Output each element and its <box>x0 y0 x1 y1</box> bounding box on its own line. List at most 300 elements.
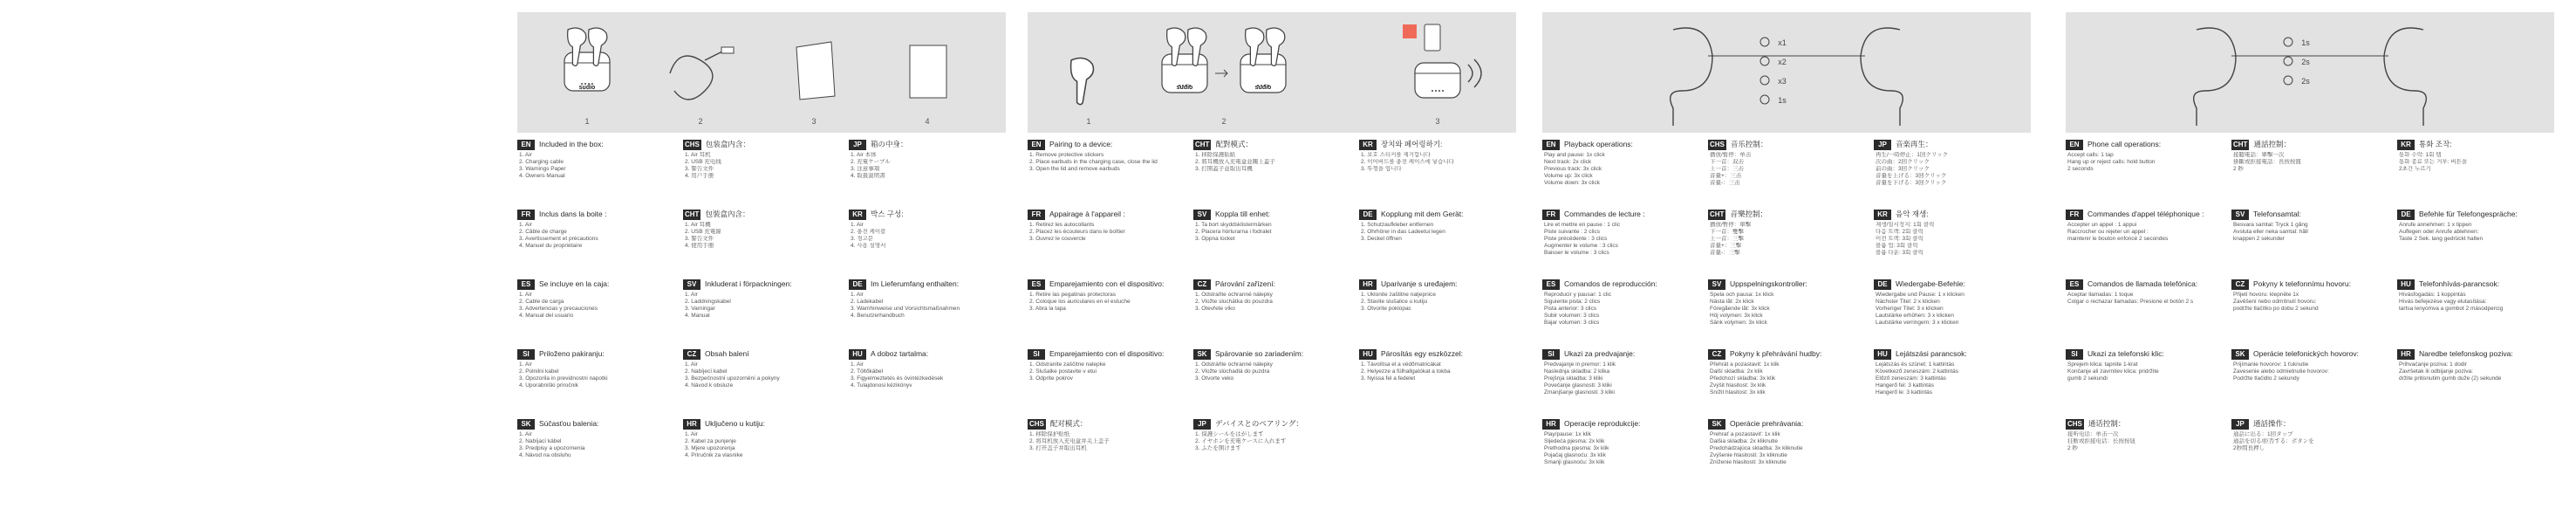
instruction-line: Piste suivante : 2 clics <box>1544 229 1600 235</box>
led-dot <box>1435 90 1437 92</box>
language-code-badge: SI <box>517 349 535 360</box>
instruction-line: Next track: 2x click <box>1544 159 1592 165</box>
instruction-line: 4. 使用手冊 <box>685 243 714 249</box>
section-title: Commandes d'appel téléphonique : <box>2087 210 2204 218</box>
section-heading <box>849 210 997 220</box>
language-section-cz <box>2231 279 2380 313</box>
section-title: Súčasťou balenia: <box>539 419 599 428</box>
instruction-lines <box>2231 361 2380 382</box>
instruction-line: 接聽電話：單擊一次 <box>2233 152 2285 158</box>
instruction-line: Piste précédente : 3 clics <box>1544 236 1608 242</box>
language-section-en <box>1542 140 1691 187</box>
section-title: Phone call operations: <box>2087 140 2162 148</box>
instruction-line: Accept calls: 1 tap <box>2067 152 2114 158</box>
instruction-line: Raccrocher ou rejeter un appel : <box>2067 229 2149 235</box>
section-heading <box>2231 140 2380 150</box>
section-title: Pokyny k telefonnímu hovoru: <box>2253 279 2351 288</box>
section-heading <box>1542 349 1691 360</box>
instruction-panel-2 <box>1028 0 1516 516</box>
instruction-line: 前の曲：3回クリック <box>1876 166 1930 172</box>
instruction-line: Prijímanie hovorov: 1 ťuknutie <box>2233 361 2309 368</box>
section-heading <box>683 279 831 290</box>
instruction-lines <box>849 292 997 320</box>
language-code-badge: SI <box>2066 349 2083 360</box>
instruction-line: 3. 注意事項 <box>851 166 880 172</box>
section-heading <box>683 140 831 150</box>
language-code-badge: KR <box>2397 140 2415 150</box>
language-section-cht <box>1193 140 1342 173</box>
brand-logo: sudio <box>578 85 596 91</box>
language-section-hr <box>683 419 831 459</box>
instruction-line: gumb 2 sekundi <box>2067 375 2108 382</box>
instruction-line: 다음 트랙: 2회 클릭 <box>1876 229 1923 235</box>
instruction-line: 3. 뚜껑을 엽니다 <box>1361 166 1402 172</box>
instruction-lines <box>683 292 831 320</box>
instruction-line: 掛斷或拒接電話：長按按鈕 <box>2233 159 2301 165</box>
usb-plug <box>721 47 734 53</box>
instruction-lines <box>1193 222 1342 243</box>
language-section-chs <box>1028 419 1176 452</box>
instruction-line: 挂断或拒接电话：长按按钮 <box>2067 438 2135 444</box>
instruction-line: 3. 打开盖子并取出耳机 <box>1029 445 1087 451</box>
instruction-line: Prejšnja skladba: 3 kliki <box>1544 375 1603 382</box>
language-section-hu <box>849 349 997 389</box>
instruction-line: 2. Kabel za punjenje <box>685 438 736 444</box>
instruction-line: Vorheriger Titel: 3 x klicken <box>1876 306 1944 312</box>
warning-paper-drawing <box>796 42 835 100</box>
instruction-line: Zníženie hlasitosti: 3x kliknutie <box>1710 459 1787 465</box>
section-title: Uključeno u kutiju: <box>705 419 765 428</box>
language-code-badge: KR <box>849 210 866 220</box>
section-heading <box>2066 419 2214 430</box>
instruction-lines <box>1708 222 1856 257</box>
language-section-si <box>2066 349 2214 382</box>
language-section-sk <box>1708 419 1856 466</box>
instruction-line: Sänk volymen: 3x klick <box>1710 320 1767 326</box>
instruction-lines <box>683 431 831 459</box>
section-title: Kopplung mit dem Gerät: <box>1381 210 1464 218</box>
instruction-line: Wiedergabe und Pause: 1 x klicken <box>1876 292 1964 298</box>
instruction-line: 1. Air <box>851 361 864 368</box>
instruction-line: Smanji glasnoću: 3x klik <box>1544 459 1605 465</box>
section-title: 包装盒内含： <box>705 140 750 148</box>
instruction-lines <box>1542 152 1691 187</box>
figure-number: 2 <box>1221 117 1227 126</box>
tap-count-label: 2s <box>2301 77 2310 86</box>
language-section-fr <box>1028 210 1176 243</box>
tap-count-label: 2s <box>2301 58 2310 66</box>
instruction-lines <box>1874 292 2022 327</box>
brand-logo: sudio <box>1254 85 1272 91</box>
instruction-line: Taste 2 Sek. lang gedrückt halten <box>2399 236 2484 242</box>
instruction-line: 2초간 누르기 <box>2399 166 2431 172</box>
instruction-line: 2. Slušalke postavite v etui <box>1029 368 1097 375</box>
instruction-line: Baisser le volume : 3 clics <box>1544 250 1609 256</box>
language-section-de <box>1359 210 1507 243</box>
instruction-line: 2. Placera hörlurarna i fodralet <box>1195 229 1272 235</box>
instruction-line: 1. Air 耳機 <box>685 222 711 228</box>
instruction-line: 1. Air <box>851 292 864 298</box>
language-section-es <box>517 279 666 320</box>
tap-count-label: x3 <box>1778 77 1787 86</box>
instruction-line: 音量-：三击 <box>1710 180 1740 186</box>
instruction-lines <box>1542 361 1691 396</box>
language-code-badge: CZ <box>1193 279 1211 290</box>
instruction-line: Lautstärke verringern: 3 x klicken <box>1876 320 1959 326</box>
instruction-line: Hívás befejezése vagy elutasítása: <box>2399 299 2487 305</box>
instruction-line: Colgar o rechazar llamadas: Presione el botón 2 s <box>2067 299 2194 305</box>
language-code-badge: SK <box>1708 419 1725 430</box>
instruction-lines <box>2231 431 2380 452</box>
section-title: 箱の中身： <box>871 140 908 148</box>
instruction-line: 2. Stavite slušalice u kutiju <box>1361 299 1428 305</box>
section-title: Appairage à l'appareil : <box>1049 210 1125 218</box>
section-heading <box>1028 349 1176 360</box>
instruction-line: Hívásfogadás: 1 koppintás <box>2399 292 2466 298</box>
section-title: Ukazi za telefonski klic: <box>2087 349 2164 358</box>
instruction-lines <box>849 222 997 250</box>
earbud-left-large <box>1671 28 1712 126</box>
instruction-lines <box>683 361 831 389</box>
manual-drawing <box>910 45 946 98</box>
section-title: Befehle für Telefongespräche: <box>2419 210 2518 218</box>
tap-hand-icon <box>1760 95 1769 104</box>
instruction-line: 通話を切る/拒否する：ボタンを <box>2233 438 2314 444</box>
section-heading <box>517 419 666 430</box>
language-section-kr <box>1359 140 1507 173</box>
instruction-line: Završetak ili odbijanje poziva: <box>2399 368 2473 375</box>
instruction-line: 2 秒 <box>2067 445 2078 451</box>
instruction-line: Další skladba: 2x klik <box>1710 368 1763 375</box>
instruction-lines <box>1028 431 1176 452</box>
instruction-lines <box>1193 292 1342 313</box>
instruction-lines <box>2066 361 2214 382</box>
instruction-line: 1. Air 本体 <box>851 152 877 158</box>
language-code-badge: DE <box>849 279 866 290</box>
tap-hand-icon <box>2284 57 2292 65</box>
instruction-line: 音量を上げる：3回クリック <box>1876 173 1947 179</box>
instruction-lines <box>1708 152 1856 187</box>
instruction-line: Povečanje glasnosti: 3 kliki <box>1544 382 1612 389</box>
language-section-en <box>2066 140 2214 173</box>
language-section-de <box>2397 210 2545 243</box>
section-heading <box>849 279 997 290</box>
language-code-badge: HR <box>1359 279 1377 290</box>
instruction-line: 通話に出る：1回タップ <box>2233 431 2293 437</box>
section-title: Telefonhívás-parancsok: <box>2419 279 2500 288</box>
language-section-jp <box>1874 140 2022 187</box>
instruction-line: 下一首：双击 <box>1710 159 1744 165</box>
section-title: 包裝盒內含： <box>705 210 750 218</box>
language-section-sk <box>517 419 666 459</box>
figure-number: 3 <box>811 117 817 126</box>
language-code-badge: FR <box>2066 210 2083 220</box>
section-title: 通话控制： <box>2087 419 2126 428</box>
section-heading <box>2066 140 2214 150</box>
language-section-hu <box>2397 279 2545 313</box>
instruction-line: Snížit hlasitost: 3x klik <box>1710 389 1766 396</box>
instruction-line: Prethodna pjesma: 3x klik <box>1544 445 1609 451</box>
instruction-line: 3. Predpisy a upozornenia <box>519 445 585 451</box>
instruction-line: 1. Schutzaufkleber entfernen <box>1361 222 1434 228</box>
instruction-line: 音量+：三击 <box>1710 173 1742 179</box>
section-heading <box>517 210 666 220</box>
section-heading <box>1028 140 1176 150</box>
instruction-line: 3. Figyelmeztetés és óvintézkedések <box>851 375 944 382</box>
language-code-badge: DE <box>1874 279 1891 290</box>
language-section-cz <box>1708 349 1856 396</box>
instruction-lines <box>517 361 666 389</box>
section-title: Lejátszási parancsok: <box>1896 349 1967 358</box>
section-title: Priloženo pakiranju: <box>539 349 605 358</box>
section-title: Comandos de reproducción: <box>1564 279 1657 288</box>
language-code-badge: JP <box>1874 140 1891 150</box>
section-heading <box>849 140 997 150</box>
instruction-line: Zvýšenie hlasitosti: 3x kliknutie <box>1710 452 1787 458</box>
instruction-line: Podržte tlačidlo 2 sekundy <box>2233 375 2299 382</box>
earbud-right-large <box>2384 28 2426 126</box>
instruction-line: Play and pause: 1x click <box>1544 152 1605 158</box>
language-section-si <box>517 349 666 389</box>
language-section-es <box>1028 279 1176 313</box>
section-title: Naredbe telefonskog poziva: <box>2419 349 2513 358</box>
instruction-line: Play/pause: 1x klik <box>1544 431 1591 437</box>
instruction-line: 1. Air <box>685 361 698 368</box>
instruction-line: 3. Öppna locket <box>1195 236 1235 242</box>
instruction-line: Föregående låt: 3x klick <box>1710 306 1770 312</box>
section-title: Playback operations: <box>1564 140 1633 148</box>
section-title: Ukazi za predvajanje: <box>1564 349 1636 358</box>
section-heading <box>1874 349 2022 360</box>
instruction-line: 3. Nyissa fel a fedelet <box>1361 375 1416 382</box>
section-title: Se incluye en la caja: <box>539 279 610 288</box>
instruction-line: podržte tlačítko po dobu 2 sekund <box>2233 306 2319 312</box>
section-title: Uppspelningskontroller: <box>1730 279 1807 288</box>
section-title: 通話控制： <box>2253 140 2291 148</box>
illustration-svg <box>1542 12 2031 133</box>
instruction-lines <box>2397 361 2545 382</box>
instruction-line: 1. Air <box>519 222 532 228</box>
earbud-right-large <box>1861 28 1903 126</box>
instruction-line: 1. Air <box>519 152 532 158</box>
instruction-line: 3. Odprite pokrov <box>1029 375 1073 382</box>
section-heading <box>2231 210 2380 220</box>
instruction-line: Nächster Titel: 2 x klicken <box>1876 299 1940 305</box>
illustration-banner <box>2066 12 2554 133</box>
instruction-lines <box>2397 292 2545 313</box>
language-code-badge: JP <box>1193 419 1211 430</box>
section-title: 配對模式： <box>1215 140 1253 148</box>
instruction-line: 1. Uklonite zaštitne naljepnice <box>1361 292 1436 298</box>
language-section-hr <box>2397 349 2545 382</box>
section-title: Obsah balení <box>705 349 749 358</box>
language-code-badge: SV <box>683 279 700 290</box>
instruction-line: 3. Otvorite poklopac <box>1361 306 1411 312</box>
section-heading <box>1874 279 2022 290</box>
language-code-badge: EN <box>517 140 535 150</box>
instruction-line: Avsluta eller neka samtal: håll <box>2233 229 2308 235</box>
instruction-lines <box>2231 222 2380 243</box>
illustration-banner <box>517 12 1006 133</box>
language-section-kr <box>2397 140 2545 173</box>
instruction-lines <box>517 222 666 250</box>
instruction-line: 2 seconds <box>2067 166 2094 172</box>
section-heading <box>1359 140 1507 150</box>
language-code-badge: CZ <box>1708 349 1725 360</box>
instruction-line: Pojačaj glasnoću: 3x klik <box>1544 452 1606 458</box>
language-section-cz <box>683 349 831 389</box>
figure-number: 1 <box>584 117 590 126</box>
bluetooth-icon <box>1403 24 1417 38</box>
instruction-lines <box>1708 361 1856 396</box>
instruction-line: maintenir le bouton enfoncé 2 secondes <box>2067 236 2169 242</box>
instruction-line: Přehrát a pozastavit: 1x klik <box>1710 361 1780 368</box>
instruction-line: 1. Ta bort skyddsklistermärken <box>1195 222 1272 228</box>
instruction-line: knappen 2 sekunder <box>2233 236 2285 242</box>
section-heading <box>517 140 666 150</box>
instruction-line: 2. Vložte slúchadlá do puzdra <box>1195 368 1270 375</box>
language-code-badge: JP <box>849 140 866 150</box>
instruction-line: 4. Manual del usuario <box>519 313 574 319</box>
instruction-line: 2. Helyezze a fülhallgatókat a tokba <box>1361 368 1451 375</box>
illustration-svg <box>1028 12 1516 133</box>
led-dot <box>1431 90 1433 92</box>
instruction-lines <box>849 361 997 389</box>
instruction-line: 2. 이어버드를 충전 케이스에 넣습니다 <box>1361 159 1454 165</box>
instruction-line: 2. 충전 케이블 <box>851 229 886 235</box>
figure-number: 2 <box>698 117 703 126</box>
language-section-si <box>1542 349 1691 396</box>
tap-count-label: 1s <box>1778 96 1787 105</box>
language-section-fr <box>2066 210 2214 243</box>
instruction-line: 2. 将耳机放入充电盒并关上盖子 <box>1029 438 1110 444</box>
instruction-line: Zvýšit hlasitost: 3x klik <box>1710 382 1766 389</box>
instruction-lines <box>1359 361 1507 382</box>
language-section-hr <box>1542 419 1691 466</box>
instruction-line: 4. Uporabniški priročnik <box>519 382 578 389</box>
instruction-lines <box>2397 152 2545 173</box>
instruction-line: 1. Távolítsa el a védőmatricákat <box>1361 361 1441 368</box>
brand-logo: sudio <box>1176 85 1193 91</box>
section-title: A doboz tartalma: <box>871 349 929 358</box>
instruction-line: 볼륨 업: 3회 클릭 <box>1876 243 1918 249</box>
instruction-line: 3. Opozorila in previdnostni napotki <box>519 375 608 382</box>
instruction-line: Aceptar llamadas: 1 toque <box>2067 292 2134 298</box>
language-section-es <box>1542 279 1691 327</box>
language-code-badge: SI <box>1542 349 1560 360</box>
instruction-line: 3. Open the lid and remove earbuds <box>1029 166 1120 172</box>
instruction-line: 3. Advertencias y precauciones <box>519 306 598 312</box>
section-heading <box>1028 279 1176 290</box>
instruction-line: 音量-：三擊 <box>1710 250 1740 256</box>
instruction-lines <box>517 431 666 459</box>
section-title: Uparivanje s uređajem: <box>1381 279 1458 288</box>
instruction-lines <box>1359 292 1507 313</box>
instruction-line: Přijetí hovoru: klepněte 1x <box>2233 292 2299 298</box>
instruction-line: 1. Odstranite zaščitne nalepke <box>1029 361 1106 368</box>
instruction-line: 上一首：三击 <box>1710 166 1744 172</box>
instruction-line: Hang up or reject calls: hold button <box>2067 159 2156 165</box>
section-title: Emparejamiento con el dispositivo: <box>1049 279 1165 288</box>
instruction-line: Auflegen oder Anrufe ablehnen: <box>2399 229 2479 235</box>
instruction-line: 1. Air <box>519 431 532 437</box>
arrow-icon <box>1215 70 1227 77</box>
instruction-line: 1. Air <box>685 292 698 298</box>
language-section-en <box>517 140 666 180</box>
section-title: 通話操作： <box>2253 419 2291 428</box>
instruction-line: 3. 警告文件 <box>685 236 714 242</box>
illustration-banner <box>1542 12 2031 133</box>
led-dot <box>1438 90 1440 92</box>
section-title: 통화 조작: <box>2419 140 2452 148</box>
tap-hand-icon <box>1760 38 1769 46</box>
instruction-lines <box>1359 152 1507 173</box>
instruction-line: 3. Varningar <box>685 306 715 312</box>
instruction-line: 2 秒 <box>2233 166 2244 172</box>
instruction-line: 上一首：三擊 <box>1710 236 1744 242</box>
instruction-lines <box>1193 361 1342 382</box>
language-code-badge: CHS <box>1710 141 1725 148</box>
phone-icon <box>1425 24 1440 51</box>
instruction-lines <box>2066 222 2214 243</box>
section-title: Párosítás egy eszközzel: <box>1381 349 1464 358</box>
section-heading <box>683 349 831 360</box>
section-heading <box>1542 419 1691 430</box>
language-code-badge: SV <box>2231 210 2249 220</box>
tap-count-label: x2 <box>1778 58 1787 66</box>
instruction-lines <box>1708 431 1856 466</box>
section-heading <box>1359 349 1507 360</box>
section-heading <box>1193 140 1342 150</box>
section-heading <box>1028 210 1176 220</box>
section-heading <box>1193 419 1342 430</box>
instruction-line: 3. 打開蓋子並取出耳機 <box>1195 166 1253 172</box>
language-code-badge: SV <box>1708 279 1725 290</box>
earbud-left-large <box>2194 28 2236 126</box>
section-heading <box>2066 349 2214 360</box>
instruction-line: Besvara samtal: Tryck 1 gång <box>2233 222 2308 228</box>
instruction-line: 이전 트랙: 3회 클릭 <box>1876 236 1923 242</box>
language-section-cht <box>1708 210 1856 257</box>
language-section-hu <box>1359 349 1507 382</box>
instruction-lines <box>1028 222 1176 243</box>
instruction-line: Volume down: 3x click <box>1544 180 1600 186</box>
instruction-line: Predvajanje in premor: 1 klik <box>1544 361 1616 368</box>
instruction-lines <box>2066 431 2214 452</box>
instruction-line: 2. Place earbuds in the charging case, close the lid <box>1029 159 1158 165</box>
section-title: Im Lieferumfang enthalten: <box>871 279 960 288</box>
language-code-badge: CZ <box>2231 279 2249 290</box>
instruction-lines <box>517 152 666 180</box>
section-heading <box>1708 419 1856 430</box>
instruction-line: 2. Nabíjací kábel <box>519 438 562 444</box>
section-title: Operácie prehrávania: <box>1730 419 1804 428</box>
section-title: Pairing to a device: <box>1049 140 1113 148</box>
instruction-lines <box>1874 222 2022 257</box>
instruction-line: 次の曲：2回クリック <box>1876 159 1930 165</box>
language-section-fr <box>517 210 666 250</box>
language-section-jp <box>849 140 997 180</box>
instruction-line: 1. Air <box>851 222 864 228</box>
language-code-badge: HR <box>683 419 700 430</box>
section-heading <box>1708 279 1856 290</box>
signal-waves-icon <box>1468 59 1481 87</box>
section-title: Included in the box: <box>539 140 604 148</box>
language-section-de <box>1874 279 2022 327</box>
instruction-line: 2. Nabíjecí kabel <box>685 368 728 375</box>
instruction-line: 3. 警告文件 <box>685 166 714 172</box>
instruction-line: 1. Air <box>519 361 532 368</box>
